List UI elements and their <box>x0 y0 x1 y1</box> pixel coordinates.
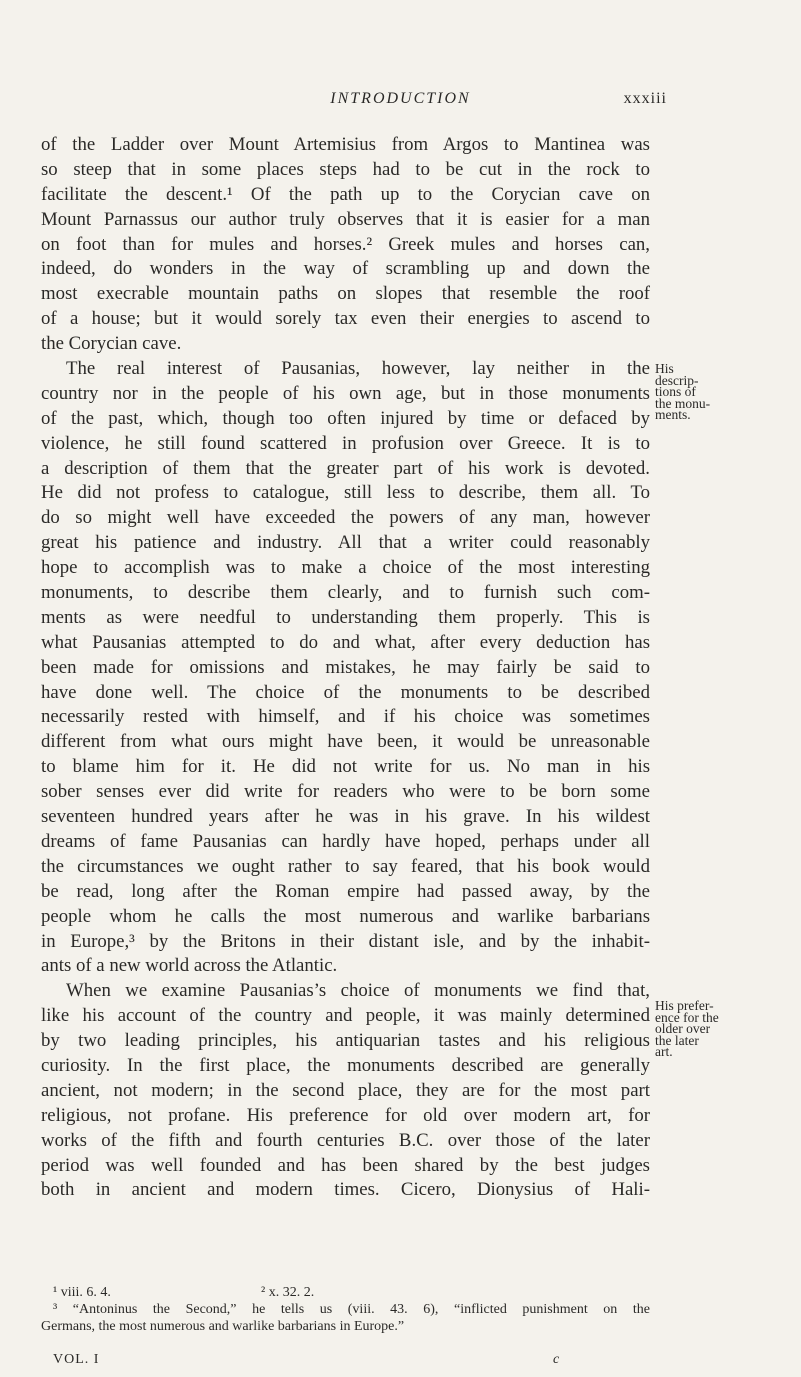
margin-note-line: the later <box>655 1032 699 1048</box>
text-line: ants of a new world across the Atlantic. <box>41 955 338 977</box>
text-line: necessarily rested with himself, and if his choice was sometimes <box>41 706 650 728</box>
page-number: xxxiii <box>623 90 667 107</box>
signature-line <box>53 1352 573 1370</box>
footnote-2: ² x. 32. 2. <box>261 1285 315 1300</box>
margin-note-descriptions <box>655 363 739 421</box>
text-line: sober senses ever did write for readers who were to be born some <box>41 781 650 803</box>
footnote-3-line-2: Germans, the most numerous and warlike barbarians in Europe.” <box>41 1319 405 1334</box>
text-line: what Pausanias attempted to do and what, after every deduction has <box>41 631 650 653</box>
text-line: like his account of the country and people, it was mainly determined <box>41 1005 650 1027</box>
margin-note-line: art. <box>655 1044 673 1059</box>
text-line: works of the fifth and fourth centuries B.C. over those of the later <box>41 1129 650 1151</box>
signature-mark: c <box>553 1352 560 1367</box>
margin-note-line: older over <box>655 1021 711 1036</box>
text-line: in Europe,³ by the Britons in their distant isle, and by the inhabit- <box>41 930 650 952</box>
text-line: great his patience and industry. All that a writer could reasonably <box>41 532 650 554</box>
text-line: do so might well have exceeded the powers of any man, however <box>41 507 650 529</box>
footnote-row <box>41 1284 650 1301</box>
text-line: violence, he still found scattered in profusion over Greece. It is to <box>41 432 650 454</box>
text-line: so steep that in some places steps had to be cut in the rock to <box>41 158 650 180</box>
footnote-3-line-1: ³ “Antoninus the Second,” he tells us (viii. 43. 6), “inflicted punishment on the <box>53 1302 650 1317</box>
text-line: The real interest of Pausanias, however, lay neither in the <box>66 358 650 380</box>
footnote-1: ¹ viii. 6. 4. <box>53 1285 111 1300</box>
text-line: be read, long after the Roman empire had passed away, by the <box>41 880 650 902</box>
text-line: have done well. The choice of the monuments to be described <box>41 681 650 703</box>
running-head <box>0 90 801 114</box>
text-line: country nor in the people of his own age, but in those monuments <box>41 382 650 404</box>
text-line: hope to accomplish was to make a choice of the most interesting <box>41 557 650 579</box>
text-line: dreams of fame Pausanias can hardly have hoped, perhaps under all <box>41 830 650 852</box>
margin-note-line: ments. <box>655 407 691 422</box>
margin-note-line: descrip- <box>655 372 699 388</box>
text-line: Mount Parnassus our author truly observes that it is easier for a man <box>41 208 650 230</box>
text-line: people whom he calls the most numerous and warlike barbarians <box>41 905 650 927</box>
text-line: seventeen hundred years after he was in his grave. In his wildest <box>41 806 650 828</box>
text-line: of the past, which, though too often injured by time or defaced by <box>41 407 650 429</box>
text-line: by two leading principles, his antiquarian tastes and his religious <box>41 1030 650 1052</box>
text-line: to blame him for it. He did not write for us. No man in his <box>41 756 650 778</box>
margin-note-preference <box>655 1000 739 1058</box>
text-line: a description of them that the greater part of his work is devoted. <box>41 457 650 479</box>
text-line: on foot than for mules and horses.² Greek mules and horses can, <box>41 233 650 255</box>
volume-mark: VOL. I <box>53 1352 100 1367</box>
text-line: ments as were needful to understanding them properly. This is <box>41 606 650 628</box>
text-line: both in ancient and modern times. Cicero, Dionysius of Hali- <box>41 1179 650 1201</box>
margin-note-line: the monu- <box>655 395 711 411</box>
running-head-title: INTRODUCTION <box>330 90 471 107</box>
text-line: of a house; but it would sorely tax even their energies to ascend to <box>41 308 650 330</box>
margin-note-line: ence for the <box>655 1009 719 1025</box>
text-line: the Corycian cave. <box>41 333 182 355</box>
margin-note-line: His <box>655 361 674 376</box>
text-line: the circumstances we ought rather to say feared, that his book would <box>41 855 650 877</box>
body-text <box>41 133 650 1203</box>
text-line: ancient, not modern; in the second place, they are for the most part <box>41 1079 650 1101</box>
text-line: indeed, do wonders in the way of scrambling up and down the <box>41 258 650 280</box>
text-line: been made for omissions and mistakes, he may fairly be said to <box>41 656 650 678</box>
text-line: curiosity. In the first place, the monuments described are generally <box>41 1054 650 1076</box>
text-line: When we examine Pausanias’s choice of monuments we find that, <box>66 980 650 1002</box>
text-line: He did not profess to catalogue, still less to describe, them all. To <box>41 482 650 504</box>
text-line: most execrable mountain paths on slopes that resemble the roof <box>41 283 650 305</box>
footnotes <box>41 1284 650 1335</box>
margin-note-line: tions of <box>655 384 696 399</box>
text-line: religious, not profane. His preference for old over modern art, for <box>41 1104 650 1126</box>
text-line: facilitate the descent.¹ Of the path up to the Corycian cave on <box>41 183 650 205</box>
text-line: period was well founded and has been shared by the best judges <box>41 1154 650 1176</box>
margin-note-line: His prefer- <box>655 998 714 1013</box>
text-line: of the Ladder over Mount Artemisius from Argos to Mantinea was <box>41 134 650 155</box>
text-line: monuments, to describe them clearly, and to furnish such com- <box>41 582 650 604</box>
text-line: different from what ours might have been, it would be unreasonable <box>41 731 650 753</box>
